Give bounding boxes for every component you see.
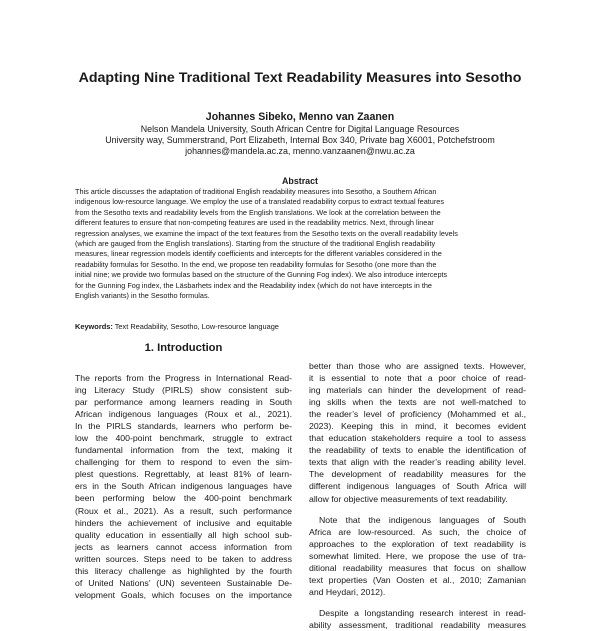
body-text-line: it is essential to note that a poor choice of read- (309, 373, 526, 384)
body-text-line: text properties (Van Oosten et al., 2010; Zamanian (309, 574, 526, 585)
abstract-line: regression analyses, we examine the impact of the text features from the Sesotho texts on the overall readability levels (75, 228, 458, 238)
body-text-line: Note that the indigenous languages of South (319, 514, 526, 525)
body-text-line: plest questions. Regrettably, at least 81% of learn- (75, 469, 292, 480)
author-emails: johannes@mandela.ac.za, menno.vanzaanen@nwu.ac.za (185, 146, 415, 156)
body-text-line: jects as learners cannot access information from (75, 541, 292, 552)
abstract-line: different features to ensure that non-competing features are used in the readability metrics. Next, through linear (75, 218, 434, 228)
body-text-line: the reader’s level of proficiency (Mohammed et al., (309, 409, 526, 420)
body-text-line: hinders the achievement of inclusive and equitable (75, 517, 292, 528)
paper-title: Adapting Nine Traditional Text Readability Measures into Sesotho (78, 70, 522, 86)
affiliation-address: University way, Summerstrand, Port Elizabeth, Internal Box 340, Private bag X6001, Potchefstroom (105, 135, 495, 145)
body-text-line: par performance among learners reading in South (75, 397, 292, 408)
body-text-line: and Heydari, 2012). (309, 586, 386, 597)
abstract-line: from the Sesotho texts and readability levels from the English translations. We look at the correlation between the (75, 207, 441, 217)
body-text-line: approaches to the exploration of text readability is (309, 538, 526, 549)
body-text-line: ing materials can hinder the development of read- (309, 385, 526, 396)
body-text-line: ing skills when the texts are not well-matched to (309, 397, 526, 408)
section-heading-introduction: 1. Introduction (144, 342, 223, 354)
body-text-line: challenging for them to respond to even the sim- (75, 457, 292, 468)
abstract-line: measures, linear regression models identify coefficients and intercepts for the different variables considered in the (75, 249, 442, 259)
abstract-heading: Abstract (281, 176, 318, 186)
abstract-line: initial nine; we provide two formulas based on the structure of the Gunning Fog index). We also introduce intercepts (75, 270, 448, 280)
body-text-line: Despite a longstanding research interest in read- (319, 607, 526, 618)
abstract-line: for the Gunning Fog index, the Läsbarhets index and the Readability index (which do not have intercepts in the (75, 280, 432, 290)
body-text-line: better than those who are assigned texts. However, (309, 361, 526, 371)
body-text-line: The reports from the Progress in International Read- (75, 373, 292, 383)
abstract-line: indigenous low-resource language. We employ the use of a translated readability corpus to extract textual features (75, 197, 444, 207)
keywords-text: Text Readability, Sesotho, Low-resource language (112, 322, 279, 331)
body-text-line: the readability of texts to enable the identification of (309, 445, 526, 456)
body-text-line: ability assessment, traditional readability measures (309, 619, 526, 630)
body-text-line: low the 400-point benchmark, struggle to extract (75, 433, 292, 444)
paragraph-gap (309, 505, 526, 514)
body-text-line: been performing below the 400-point benchmark (75, 493, 292, 504)
body-text-line: (Roux et al., 2021). As a result, such performance (75, 505, 292, 516)
paragraph-gap (309, 598, 526, 607)
keywords-label: Keywords: (75, 322, 113, 331)
body-text-line: that education stakeholders require a tool to assess (309, 433, 526, 444)
body-text-line: somewhat limited. Here, we propose the use of tra- (309, 550, 526, 561)
body-text-line: In the PIRLS standards, learners who perform be- (75, 421, 292, 432)
paper-authors: Johannes Sibeko, Menno van Zaanen (205, 111, 395, 123)
body-text-line: ers in the South African indigenous languages have (75, 481, 292, 492)
body-text-line: of United Nations’ (UN) seventeen Sustainable De- (75, 577, 292, 588)
body-text-line: ing Literacy Study (PIRLS) show consistent sub- (75, 385, 292, 396)
body-text-line: ditional readability measures that focus on shallow (309, 562, 526, 573)
body-text-line: The development of readability measures for the (309, 469, 526, 480)
abstract-line: This article discusses the adaptation of traditional English readability measures into Sesotho, a Southern African (75, 187, 437, 196)
affiliation-line: Nelson Mandela University, South African Centre for Digital Language Resources (140, 124, 460, 134)
body-text-line: texts that align with the reader’s reading ability level. (309, 457, 526, 468)
body-text-line: 2023). Keeping this in mind, it becomes evident (309, 421, 526, 432)
abstract-line: English variants) in the Sesotho formulas. (75, 291, 210, 300)
body-text-line: allow for objective measurements of text readability. (309, 493, 508, 504)
body-text-line: fundamental information from the text, making it (75, 445, 292, 456)
body-text-line: velopment Goals, which focuses on the importance (75, 589, 292, 600)
abstract-line: (which are gauged from the English translations). Starting from the structure of the traditional English readability (75, 239, 436, 248)
body-text-line: African indigenous languages (Roux et al., 2021). (75, 409, 292, 420)
body-text-line: written sources. Steps need to be taken to address (75, 553, 292, 564)
body-text-line: different indigenous languages of South Africa will (309, 481, 526, 492)
body-text-line: quality education in essentially all high school sub- (75, 529, 292, 540)
left-column (75, 372, 292, 601)
body-text-line: Africa are low-resourced. As such, the choice of (309, 526, 526, 537)
right-column (309, 360, 526, 631)
keywords (75, 322, 279, 331)
abstract-line: readability formulas for Sesotho. In the end, we propose ten readability formulas for Sesotho (one more than the (75, 259, 437, 269)
body-text-line: this literacy challenge as highlighted by the fourth (75, 565, 292, 576)
